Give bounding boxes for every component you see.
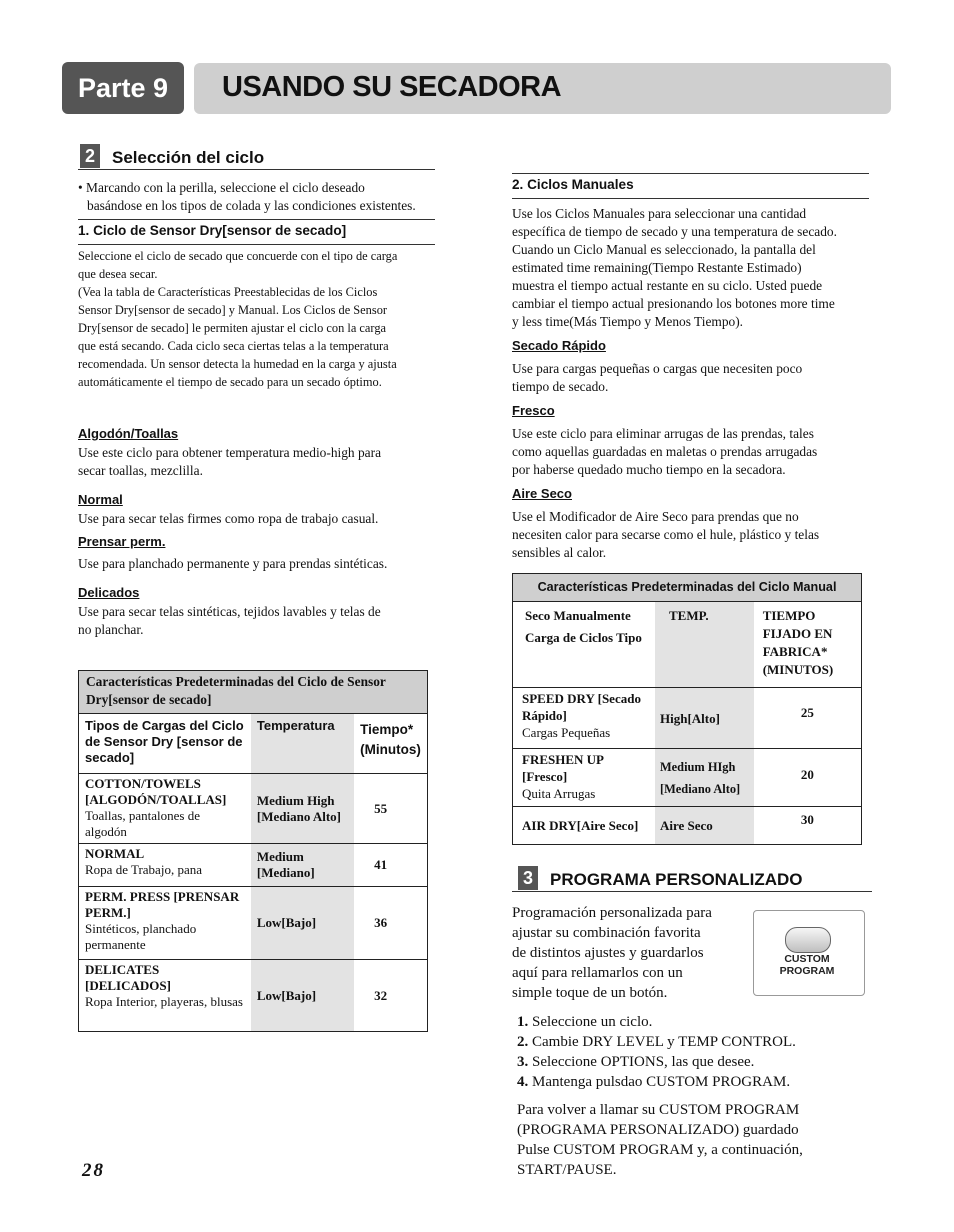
text-line: específica de tiempo de secado y una temperatura de secado. <box>512 224 837 239</box>
text-line: simple toque de un botón. <box>512 985 668 1001</box>
recall-instructions <box>517 1100 867 1180</box>
list-item <box>517 1012 796 1032</box>
cell-code: SPEED DRY [Secado Rápido] <box>522 691 641 723</box>
text-line: Programación personalizada para <box>512 905 712 921</box>
step-number: 2. <box>517 1034 529 1050</box>
cell-time: 32 <box>354 960 427 1032</box>
step-text: Cambie DRY LEVEL y TEMP CONTROL. <box>532 1034 796 1050</box>
cell-code: AIR DRY[Aire Seco] <box>522 818 639 833</box>
divider <box>512 891 872 892</box>
subheading: 2. Ciclos Manuales <box>512 177 634 192</box>
cell-code: FRESHEN UP [Fresco] <box>522 752 604 784</box>
section-number: 3 <box>518 866 538 890</box>
custom-intro <box>512 903 747 1003</box>
cell-desc: Toallas, pantalones de algodón <box>85 808 200 839</box>
text-line: muestra el tiempo actual restante en su ciclo. Usted puede <box>512 278 823 293</box>
cycle-desc: Use para secar telas sintéticas, tejidos lavables y telas de <box>78 604 381 619</box>
column-header: Temperatura <box>251 714 354 774</box>
text-line: estimated time remaining(Tiempo Restante Estimado) <box>512 260 802 275</box>
cycle-desc: como aquellas guardadas en maletas o prendas arrugadas <box>512 444 818 459</box>
button-label-line: CUSTOM <box>784 953 830 965</box>
table-row <box>513 807 862 845</box>
divider <box>78 244 435 245</box>
text-line: aquí para rellamarlos con un <box>512 965 683 981</box>
cycle-name: Normal <box>78 492 123 507</box>
cycle-name: Fresco <box>512 403 555 418</box>
text-line: Pulse CUSTOM PROGRAM y, a continuación, <box>517 1142 803 1158</box>
cycle-desc: Use para cargas pequeñas o cargas que necesiten poco <box>512 361 803 376</box>
cycle-desc: tiempo de secado. <box>512 379 609 394</box>
list-item <box>517 1032 796 1052</box>
page-number: 28 <box>82 1160 105 1181</box>
text-line: que está secando. Cada ciclo seca ciertas telas a la temperatura <box>78 339 389 353</box>
cycle-desc: Use el Modificador de Aire Seco para prendas que no <box>512 509 799 524</box>
cycle-desc: por haberse quedado mucho tiempo en la secadora. <box>512 462 786 477</box>
cell-time: 30 <box>754 807 862 845</box>
cycle-desc: Use este ciclo para eliminar arrugas de las prendas, tales <box>512 426 814 441</box>
cell-temp: High[Alto] <box>655 688 754 749</box>
cell-temp: Aire Seco <box>655 807 754 845</box>
cycle-desc: Use este ciclo para obtener temperatura medio-high para <box>78 445 382 460</box>
title-bar <box>194 63 891 114</box>
sensor-description <box>78 247 438 391</box>
cell-temp: Low[Bajo] <box>251 960 354 1032</box>
section-number: 2 <box>80 144 100 168</box>
text-line: Cuando un Ciclo Manual es seleccionado, la pantalla del <box>512 242 816 257</box>
text-line: de distintos ajustes y guardarlos <box>512 945 704 961</box>
table-row <box>513 749 862 807</box>
text-line: que desea secar. <box>78 267 158 281</box>
button-pill-icon <box>785 927 831 953</box>
page-title: USANDO SU SECADORA <box>222 71 562 103</box>
cycle-name: Aire Seco <box>512 486 572 501</box>
text-line: (Vea la tabla de Características Preestablecidas de los Ciclos <box>78 285 378 299</box>
cell-temp: Medium HIgh [Mediano Alto] <box>655 749 754 807</box>
text-line: Dry[sensor de secado] le permiten ajustar el ciclo con la carga <box>78 321 387 335</box>
manual-description <box>512 205 872 331</box>
section-title: PROGRAMA PERSONALIZADO <box>550 870 803 889</box>
manual-table <box>512 573 862 845</box>
text-line: recomendada. Un sensor detecta la humedad en la carga y ajusta <box>78 357 397 371</box>
text-line: y less time(Más Tiempo y Menos Tiempo). <box>512 314 744 329</box>
column-header: Tipos de Cargas del Ciclo de Sensor Dry [sensor de secado] <box>85 718 244 765</box>
cell-code: PERM. PRESS [PRENSAR PERM.] <box>85 889 240 920</box>
step-number: 3. <box>517 1054 529 1070</box>
cycle-name: Prensar perm. <box>78 534 166 549</box>
step-text: Seleccione OPTIONS, las que desee. <box>532 1054 755 1070</box>
steps-list <box>517 1012 796 1092</box>
cell-time: 36 <box>354 887 427 960</box>
cell-code: NORMAL <box>85 846 145 861</box>
table-row <box>79 774 428 844</box>
cell-temp: Low[Bajo] <box>251 887 354 960</box>
divider <box>512 173 869 174</box>
cell-temp: Medium [Mediano] <box>251 844 354 887</box>
cell-temp: Medium High [Mediano Alto] <box>251 774 354 844</box>
table-title: Características Predeterminadas del Ciclo de Sensor Dry[sensor de secado] <box>79 671 428 714</box>
custom-program-button-illustration <box>753 910 865 996</box>
subheading: 1. Ciclo de Sensor Dry[sensor de secado] <box>78 223 347 238</box>
cell-desc: Ropa Interior, playeras, blusas <box>85 994 243 1009</box>
cell-desc: Quita Arrugas <box>522 786 596 801</box>
cell-time: 55 <box>354 774 427 844</box>
button-label <box>754 953 860 977</box>
divider <box>78 219 435 220</box>
table-row <box>513 688 862 749</box>
list-item <box>517 1052 796 1072</box>
text-line: automáticamente el tiempo de secado para un secado óptimo. <box>78 375 382 389</box>
bullet-text: • Marcando con la perilla, seleccione el ciclo deseado <box>78 180 365 195</box>
text-line: (PROGRAMA PERSONALIZADO) guardado <box>517 1122 799 1138</box>
cycle-name: Secado Rápido <box>512 338 606 353</box>
table-row <box>79 887 428 960</box>
cycle-name: Delicados <box>78 585 140 600</box>
text-line: ajustar su combinación favorita <box>512 925 701 941</box>
cell-time: 41 <box>354 844 427 887</box>
cell-desc: Cargas Pequeñas <box>522 725 611 740</box>
cycle-desc: Use para secar telas firmes como ropa de trabajo casual. <box>78 511 379 526</box>
part-tab: Parte 9 <box>62 62 184 114</box>
cycle-name: Algodón/Toallas <box>78 426 179 441</box>
table-row <box>79 960 428 1032</box>
cell-time: 20 <box>754 749 862 807</box>
column-header: Seco Manualmente <box>525 608 631 623</box>
column-header: Tiempo* (Minutos) <box>360 722 421 757</box>
list-item <box>517 1072 796 1092</box>
button-label-line: PROGRAM <box>779 965 835 977</box>
section-title: Selección del ciclo <box>112 148 265 167</box>
cycle-desc: sensibles al calor. <box>512 545 607 560</box>
column-header: TEMP. <box>655 602 754 688</box>
divider <box>512 198 869 199</box>
bullet-text-cont: basándose en los tipos de colada y las condiciones existentes. <box>87 198 416 213</box>
cycle-desc: Use para planchado permanente y para prendas sintéticas. <box>78 556 388 571</box>
text-line: Use los Ciclos Manuales para seleccionar una cantidad <box>512 206 807 221</box>
cycle-desc: no planchar. <box>78 622 144 637</box>
text-line: cambiar el tiempo actual presionando los botones more time <box>512 296 835 311</box>
text-line: Para volver a llamar su CUSTOM PROGRAM <box>517 1102 800 1118</box>
cell-time: 25 <box>754 688 862 749</box>
cycle-desc: necesiten calor para secarse como el hule, plástico y telas <box>512 527 820 542</box>
cell-code: COTTON/TOWELS [ALGODÓN/TOALLAS] <box>85 776 227 807</box>
cell-desc: Ropa de Trabajo, pana <box>85 862 202 877</box>
text-line: Sensor Dry[sensor de secado] y Manual. Los Ciclos de Sensor <box>78 303 388 317</box>
step-text: Seleccione un ciclo. <box>532 1014 653 1030</box>
text-line: Seleccione el ciclo de secado que concuerde con el tipo de carga <box>78 249 398 263</box>
divider <box>78 169 435 170</box>
step-text: Mantenga pulsdao CUSTOM PROGRAM. <box>532 1074 791 1090</box>
sensor-table <box>78 670 428 1032</box>
column-header: Carga de Ciclos Tipo <box>525 630 642 645</box>
cycle-desc: secar toallas, mezclilla. <box>78 463 203 478</box>
step-number: 4. <box>517 1074 529 1090</box>
cell-desc: Sintéticos, planchado permanente <box>85 921 197 952</box>
table-title: Características Predeterminadas del Ciclo Manual <box>513 574 862 602</box>
cell-code: DELICATES [DELICADOS] <box>85 962 171 993</box>
text-line: START/PAUSE. <box>517 1162 617 1178</box>
table-row <box>79 844 428 887</box>
step-number: 1. <box>517 1014 529 1030</box>
column-header: TIEMPO FIJADO EN FABRICA* (MINUTOS) <box>762 608 834 677</box>
